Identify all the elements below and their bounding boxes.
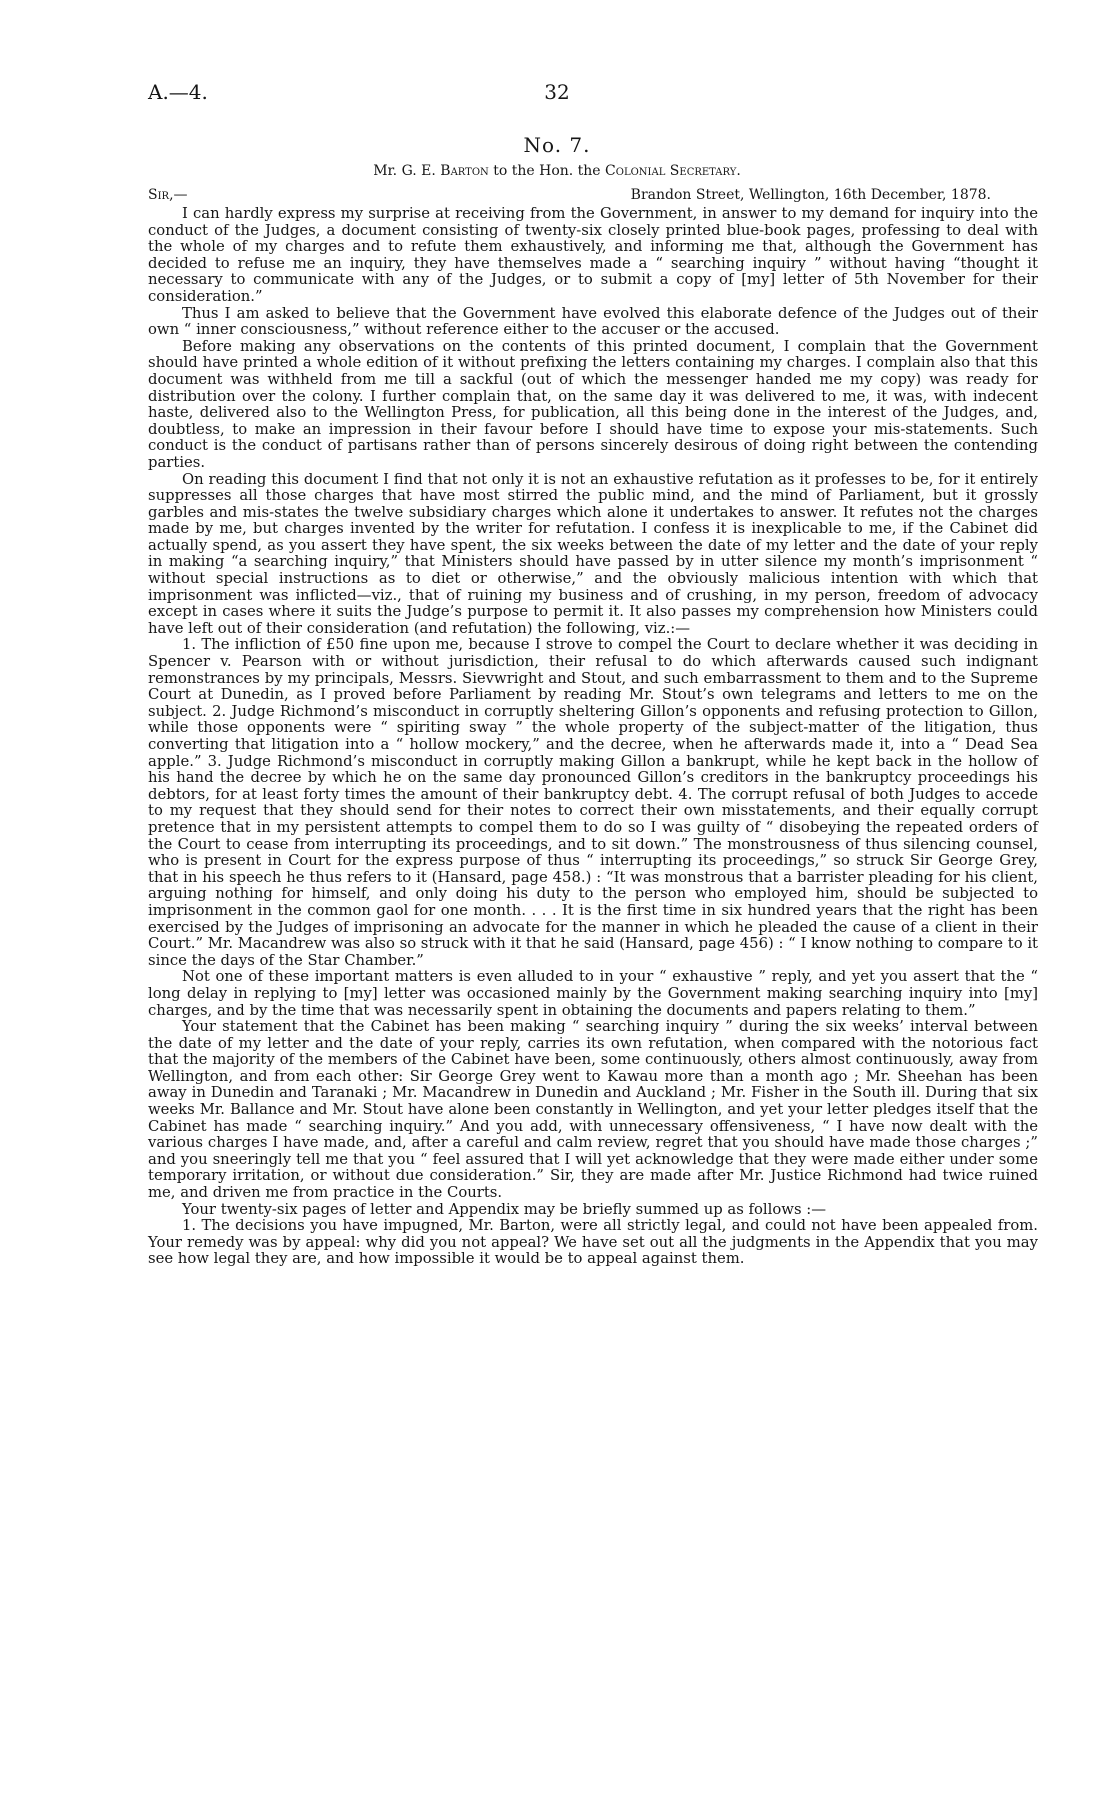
- letter-number: No. 7.: [523, 133, 591, 157]
- paragraph: Thus I am asked to believe that the Government have evolved this elaborate defence of the Judges out of their own “ inner consciousness,” without reference either to the accuser or the accused.: [148, 304, 1038, 339]
- salutation: Sir,—: [148, 187, 188, 203]
- paragraph: Before making any observations on the contents of this printed document, I complain that the Government should have printed a whole edition of it without prefixing the letters containing my charges. I complain also that this document was withheld from me till a sackful (out of which the messenger handed me my copy) was ready for distribution over the colony. I further complain that, on the same day it was delivered to me, it was, with indecent haste, delivered also to the Wellington Press, for publication, all this being done in the interest of the Judges, and, doubtless, to make an impression in their favour before I should have time to expose your mis-statements. Such conduct is the conduct of partisans rather than of persons sincerely desirous of doing right between the contending parties.: [148, 337, 1038, 471]
- paragraph: 1. The decisions you have impugned, Mr. Barton, were all strictly legal, and could not have been appealed from. Your remedy was by appeal: why did you not appeal? We have set out all the judgments in the Appendix that you may see how legal they are, and how impossible it would be to appeal against them.: [148, 1217, 1038, 1268]
- paragraph: Your statement that the Cabinet has been making “ searching inquiry ” during the six weeks’ interval between the date of my letter and the date of your reply, carries its own refutation, when compared with the notorious fact that the majority of the members of the Cabinet have been, some continuously, others almost continuously, away from Wellington, and from each other: Sir George Grey went to Kawau more than a month ago ; Mr. Sheehan has been away in Dunedin and Taranaki ; Mr. Macandrew in Dunedin and Auckland ; Mr. Fisher in the South ill. During that six weeks Mr. Ballance and Mr. Stout have alone been constantly in Wellington, and yet your letter pledges itself that the Cabinet has made “ searching inquiry.” And you add, with unnecessary offensiveness, “ I have now dealt with the various charges I have made, and, after a careful and calm review, regret that you should have made those charges ;” and you sneeringly tell me that you “ feel assured that I will yet acknowledge that they were made either under some temporary irritation, or without due consideration.” Sir, they are made after Mr. Justice Richmond had twice ruined me, and driven me from practice in the Courts.: [148, 1018, 1038, 1202]
- heading-recipient: Colonial Secretary.: [605, 163, 741, 179]
- paragraph: On reading this document I find that not only it is not an exhaustive refutation as it professes to be, for it entirely suppresses all those charges that have most stirred the public mind, and the mind of Parliament, but it grossly garbles and mis-states the twelve subsidiary charges which alone it undertakes to answer. It refutes not the charges made by me, but charges invented by the writer for refutation. I confess it is inexplicable to me, if the Cabinet did actually spend, as you assert they have spent, the six weeks between the date of my letter and the date of your reply in making “a searching inquiry,” that Ministers should have passed by in utter silence my month’s imprisonment “ without special instructions as to diet or otherwise,” and the obviously malicious intention with which that imprisonment was inflicted—viz., that of ruining my business and of crushing, in my person, freedom of advocacy except in cases where it suits the Judge’s purpose to permit it. It also passes my comprehension how Ministers could have left out of their consideration (and refutation) the following, viz.:—: [148, 470, 1038, 637]
- document-reference: A.—4.: [148, 80, 208, 104]
- paragraph: I can hardly express my surprise at receiving from the Government, in answer to my demand for inquiry into the conduct of the Judges, a document consisting of twenty-six closely printed blue-book pages, professing to deal with the whole of my charges and to refute them exhaustively, and informing me that, although the Government has decided to refuse me an inquiry, they have themselves made a “ searching inquiry ” without having “thought it necessary to communicate with any of the Judges, or to submit a copy of [my] letter of 5th November for their consideration.”: [148, 205, 1038, 305]
- running-head: [148, 80, 966, 110]
- heading-middle: to the Hon. the: [488, 163, 606, 179]
- heading-prefix: Mr. G. E.: [373, 163, 441, 179]
- address-date-line: Brandon Street, Wellington, 16th December, 1878.: [630, 187, 991, 203]
- paragraph: 1. The infliction of £50 fine upon me, because I strove to compel the Court to declare whether it was deciding in Spencer v. Pearson with or without jurisdiction, their refusal to do which afterwards caused such indignant remonstrances by my principals, Messrs. Sievwright and Stout, and such embarrassment to them and to the Supreme Court at Dunedin, as I proved before Parliament by reading Mr. Stout’s own telegrams and letters to me on the subject. 2. Judge Richmond’s misconduct in corruptly sheltering Gillon’s opponents and refusing protection to Gillon, while those opponents were “ spiriting sway ” the whole property of the subject-matter of the litigation, thus converting that litigation into a “ hollow mockery,” and the decree, when he afterwards made it, into a “ Dead Sea apple.” 3. Judge Richmond’s misconduct in corruptly making Gillon a bankrupt, while he kept back in the hollow of his hand the decree by which he on the same day pronounced Gillon’s creditors in the bankruptcy proceedings his debtors, for at least forty times the amount of their bankruptcy debt. 4. The corrupt refusal of both Judges to accede to my request that they should send for their notes to correct their own misstatements, and their equally corrupt pretence that in my persistent attempts to compel them to do so I was guilty of “ disobeying the repeated orders of the Court to cease from interrupting its proceedings, and to sit down.” The monstrousness of thus silencing counsel, who is present in Court for the express purpose of thus “ interrupting its proceedings,” so struck Sir George Grey, that in his speech he thus refers to it (Hansard, page 458.) : “It was monstrous that a barrister pleading for his client, arguing nothing for himself, and only doing his duty to the person who employed him, should be subjected to imprisonment in the common gaol for one month. . . . It is the first time in six hundred years that the right has been exercised by the Judges of imprisoning an advocate for the manner in which he pleaded the cause of a client in their Court.” Mr. Macandrew was also so struck with it that he said (Hansard, page 456) : “ I know nothing to compare to it since the days of the Star Chamber.”: [148, 636, 1038, 969]
- page-number: 32: [544, 80, 570, 104]
- letter-heading: [0, 163, 1114, 179]
- letter-body: [148, 206, 1038, 1268]
- paragraph: Not one of these important matters is even alluded to in your “ exhaustive ” reply, and yet you assert that the “ long delay in replying to [my] letter was occasioned mainly by the Government making searching inquiry into [my] charges, and by the time that was necessarily spent in obtaining the documents and papers relating to them.”: [148, 968, 1038, 1019]
- paragraph: Your twenty-six pages of letter and Appendix may be briefly summed up as follows :—: [182, 1200, 827, 1218]
- heading-author: Barton: [440, 163, 489, 179]
